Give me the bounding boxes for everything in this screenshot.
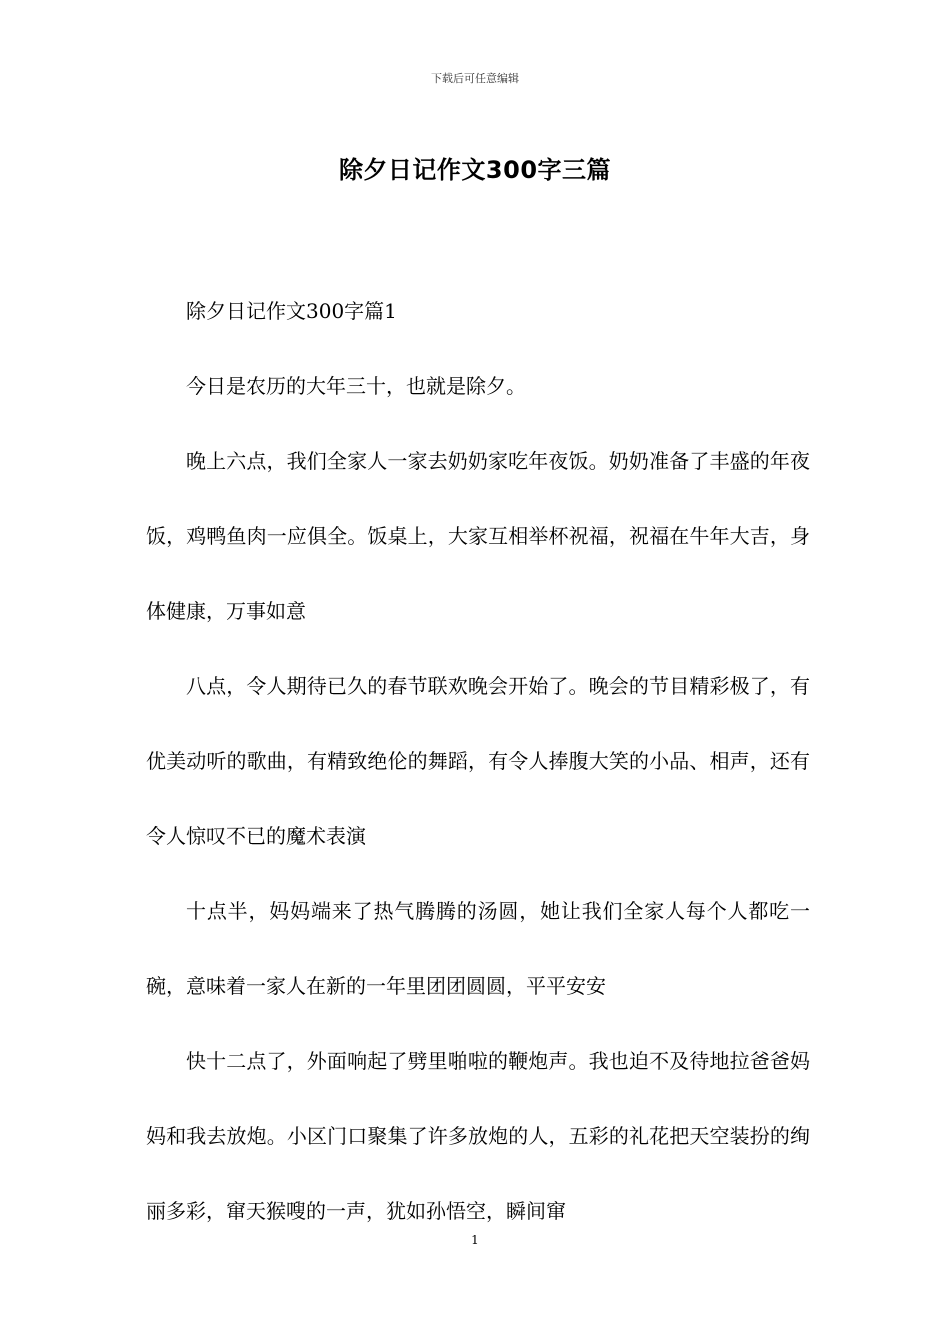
- page-number: 1: [471, 1233, 479, 1247]
- paragraph: 八点，令人期待已久的春节联欢晚会开始了。晚会的节目精彩极了，有优美动听的歌曲，有精致绝伦的舞蹈，有令人捧腹大笑的小品、相声，还有令人惊叹不已的魔术表演: [146, 674, 810, 848]
- paragraph: 十点半，妈妈端来了热气腾腾的汤圆，她让我们全家人每个人都吃一碗，意味着一家人在新的一年里团团圆圆，平平安安: [146, 899, 810, 998]
- header-note: 下载后可任意编辑: [431, 72, 519, 85]
- paragraph: 快十二点了，外面响起了劈里啪啦的鞭炮声。我也迫不及待地拉爸爸妈妈和我去放炮。小区门口聚集了许多放炮的人，五彩的礼花把天空装扮的绚丽多彩，窜天猴嗖的一声，犹如孙悟空，瞬间窜: [146, 1049, 810, 1223]
- document-body: [146, 274, 810, 1249]
- section-heading: 除夕日记作文300字篇1: [186, 299, 397, 323]
- paragraph: 晚上六点，我们全家人一家去奶奶家吃年夜饭。奶奶准备了丰盛的年夜饭，鸡鸭鱼肉一应俱全。饭桌上，大家互相举杯祝福，祝福在牛年大吉，身体健康，万事如意: [146, 449, 810, 623]
- document-title: 除夕日记作文300字三篇: [338, 156, 612, 184]
- paragraph: 今日是农历的大年三十，也就是除夕。: [186, 374, 526, 398]
